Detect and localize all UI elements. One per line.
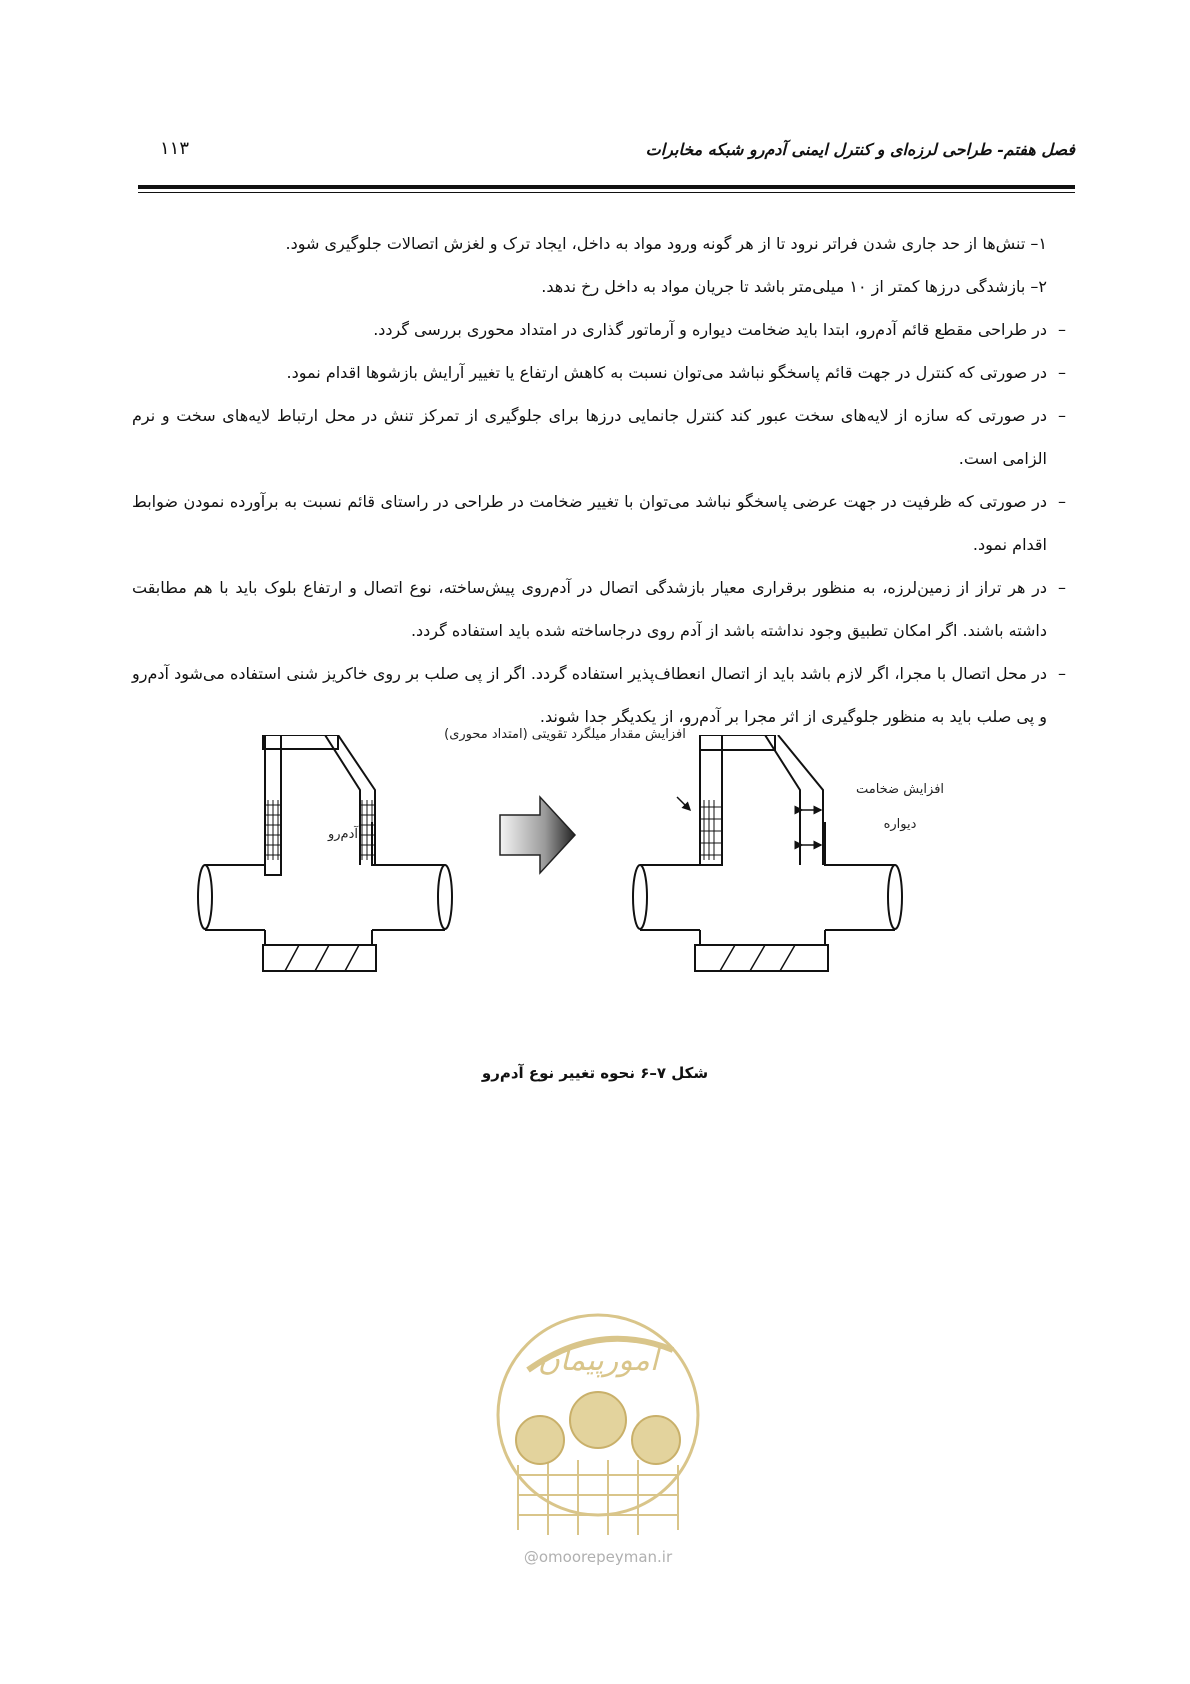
- bullet-item-3: [132, 394, 1072, 480]
- bullet-item-5: [132, 566, 1072, 652]
- right-manhole: [633, 735, 902, 971]
- logo-text: امورپیمان: [537, 1343, 659, 1378]
- bullet-item-2: [132, 351, 1072, 394]
- bullet-text: در صورتی که سازه از لایه‌های سخت عبور کند کنترل جانمایی درزها برای جلوگیری از تمرکز تنش در محل ارتباط لایه‌های سخت و نرم الزامی است.: [132, 406, 1047, 468]
- figure-caption: شکل ۷–۶ نحوه تغییر نوع آدم‌رو: [481, 1064, 709, 1082]
- numbered-item-1: ۱– تنش‌ها از حد جاری شدن فراتر نرود تا از هر گونه ورود مواد به داخل، ایجاد ترک و لغزش اتصالات جلوگیری شود.: [285, 234, 1047, 253]
- header-rule-thin: [138, 192, 1075, 193]
- rebar-increase-label: افزایش مقدار میلگرد تقویتی (امتداد محوری): [444, 727, 686, 742]
- bullet-text: در هر تراز از زمین‌لرزه، به منظور برقراری معیار بازشدگی اتصال در آدم‌روی پیش‌ساخته، نوع اتصال و ارتفاع بلوک باید با هم مطابقت داشته باشند. اگر امکان تطبیق وجود نداشته باشد از آدم روی درجاساخته شده باید استفاده گردد.: [132, 578, 1047, 640]
- numbered-item-2: ۲– بازشدگی درزها کمتر از ۱۰ میلی‌متر باشد تا جریان مواد به داخل رخ ندهد.: [541, 277, 1047, 296]
- manhole-diagram: [195, 735, 995, 1040]
- bullet-dash: –: [1058, 664, 1066, 683]
- bullet-dash: –: [1058, 320, 1066, 339]
- bullet-text: در صورتی که ظرفیت در جهت عرضی پاسخگو نباشد می‌توان با تغییر ضخامت در طراحی در راستای قائم نسبت به برآورده نمودن ضوابط اقدام نمود.: [132, 492, 1047, 554]
- bullet-dash: –: [1058, 492, 1066, 511]
- page-number: ۱۱۳: [160, 138, 190, 159]
- bullet-dash: –: [1058, 363, 1066, 382]
- bullet-text: در صورتی که کنترل در جهت قائم پاسخگو نباشد می‌توان نسبت به کاهش ارتفاع یا تغییر آرایش بازشوها اقدام نمود.: [286, 363, 1047, 382]
- bullet-item-1: [132, 308, 1072, 351]
- bullet-dash: –: [1058, 578, 1066, 597]
- thickness-increase-label-2: دیواره: [883, 817, 917, 832]
- body-text: [132, 222, 1072, 738]
- watermark-url: @omoorepeyman.ir: [523, 1548, 673, 1566]
- bullet-dash: –: [1058, 406, 1066, 425]
- thickness-increase-label-1: افزایش ضخامت: [855, 782, 945, 797]
- left-manhole-label: آدم‌رو: [327, 827, 358, 842]
- manhole-figure: [195, 727, 995, 1040]
- bullet-item-4: [132, 480, 1072, 566]
- chapter-title: فصل هفتم- طراحی لرزه‌ای و کنترل ایمنی آدم‌رو شبکه مخابرات: [645, 140, 1075, 159]
- bullet-text: در طراحی مقطع قائم آدم‌رو، ابتدا باید ضخامت دیواره و آرماتور گذاری در امتداد محوری بررسی گردد.: [373, 320, 1047, 339]
- left-manhole: [198, 735, 452, 971]
- header-rule-thick: [138, 185, 1075, 189]
- bullet-text: در محل اتصال با مجرا، اگر لازم باشد باید از اتصال انعطاف‌پذیر استفاده گردد. اگر از پی صلب بر روی خاکریز شنی استفاده می‌شود آدم‌رو و پی صلب باید به منظور جلوگیری از اثر مجرا بر آدم‌رو، از یکدیگر جدا شوند.: [132, 664, 1047, 726]
- bullet-item-6: [132, 652, 1072, 738]
- transform-arrow-icon: [500, 797, 575, 873]
- omoorepeyman-logo: [488, 1290, 708, 1550]
